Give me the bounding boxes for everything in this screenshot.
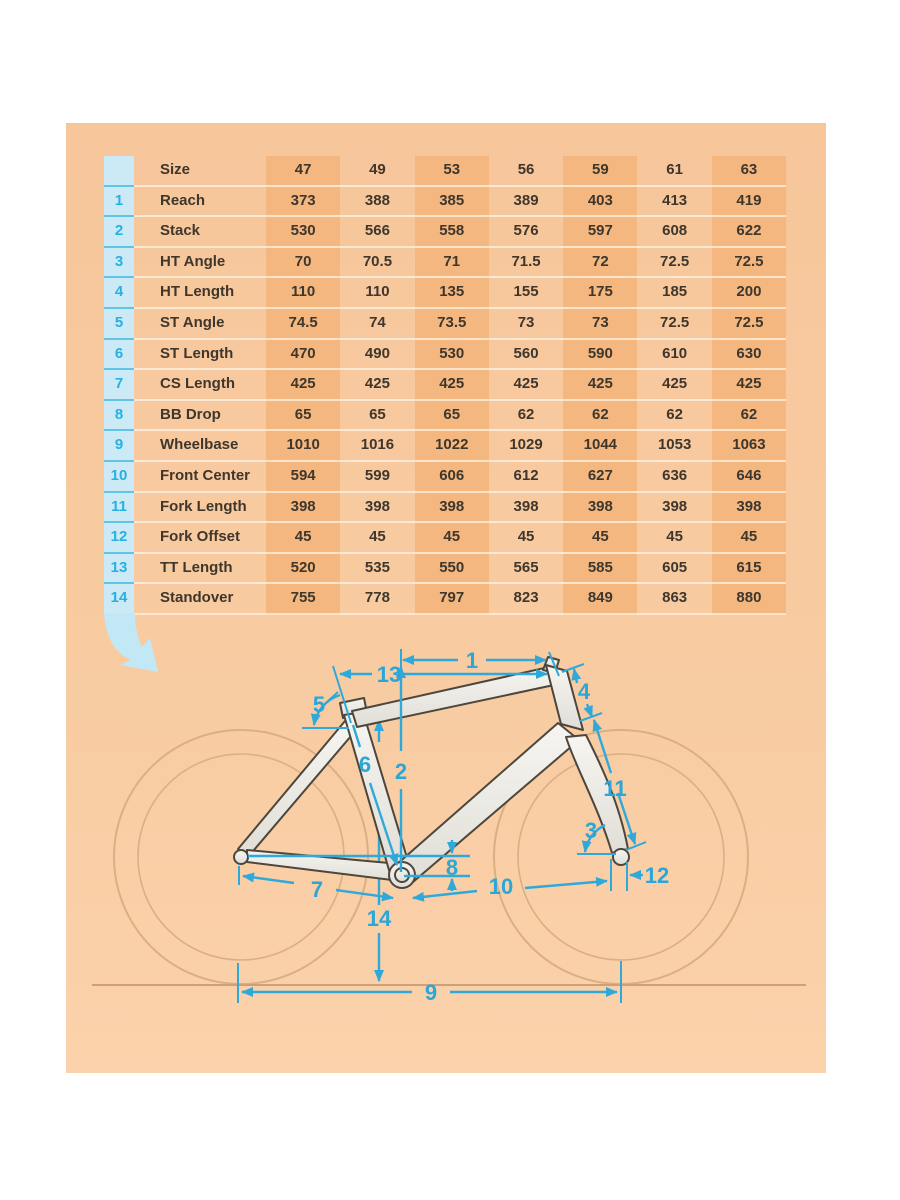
table-row <box>104 401 786 432</box>
metric-label: CS Length <box>134 370 266 401</box>
value-cell: 45 <box>637 523 711 554</box>
table-row <box>104 309 786 340</box>
value-cell: 71.5 <box>489 248 563 279</box>
row-number: 14 <box>104 584 134 615</box>
dimension-9-wheelbase <box>238 961 621 1005</box>
dim-label-6: 6 <box>358 752 372 777</box>
value-cell: 565 <box>489 554 563 585</box>
value-cell: 73.5 <box>415 309 489 340</box>
geometry-panel <box>66 123 826 1073</box>
value-cell: 1016 <box>340 431 414 462</box>
frame-geometry-diagram <box>66 601 826 1074</box>
value-cell: 71 <box>415 248 489 279</box>
value-cell: 1022 <box>415 431 489 462</box>
value-cell: 608 <box>637 217 711 248</box>
value-cell: 576 <box>489 217 563 248</box>
value-cell: 398 <box>266 493 340 524</box>
metric-label: Fork Length <box>134 493 266 524</box>
table-row <box>104 248 786 279</box>
value-cell: 778 <box>340 584 414 615</box>
dim-label-1: 1 <box>465 648 479 673</box>
value-cell: 398 <box>712 493 786 524</box>
table-header-row <box>104 156 786 187</box>
table-row <box>104 278 786 309</box>
value-cell: 45 <box>340 523 414 554</box>
table-row <box>104 523 786 554</box>
value-cell: 61 <box>637 156 711 187</box>
dim-label-13: 13 <box>376 662 402 687</box>
row-number: 10 <box>104 462 134 493</box>
value-cell: 110 <box>340 278 414 309</box>
value-cell: 590 <box>563 340 637 371</box>
value-cell: 65 <box>415 401 489 432</box>
metric-label: Front Center <box>134 462 266 493</box>
value-cell: 863 <box>637 584 711 615</box>
value-cell: 74.5 <box>266 309 340 340</box>
value-cell: 585 <box>563 554 637 585</box>
value-cell: 45 <box>489 523 563 554</box>
value-cell: 398 <box>637 493 711 524</box>
value-cell: 520 <box>266 554 340 585</box>
table-row <box>104 187 786 218</box>
value-cell: 47 <box>266 156 340 187</box>
dim-label-2: 2 <box>394 759 408 784</box>
value-cell: 185 <box>637 278 711 309</box>
value-cell: 594 <box>266 462 340 493</box>
value-cell: 550 <box>415 554 489 585</box>
value-cell: 566 <box>340 217 414 248</box>
value-cell: 1063 <box>712 431 786 462</box>
row-number: 8 <box>104 401 134 432</box>
table-row <box>104 217 786 248</box>
metric-label: Standover <box>134 584 266 615</box>
value-cell: 175 <box>563 278 637 309</box>
value-cell: 72.5 <box>637 248 711 279</box>
seat-stay <box>238 721 357 857</box>
metric-label: BB Drop <box>134 401 266 432</box>
value-cell: 398 <box>415 493 489 524</box>
metric-label: ST Length <box>134 340 266 371</box>
value-cell: 823 <box>489 584 563 615</box>
value-cell: 1029 <box>489 431 563 462</box>
value-cell: 70.5 <box>340 248 414 279</box>
row-number: 6 <box>104 340 134 371</box>
row-number: 12 <box>104 523 134 554</box>
value-cell: 385 <box>415 187 489 218</box>
value-cell: 425 <box>266 370 340 401</box>
value-cell: 797 <box>415 584 489 615</box>
value-cell: 627 <box>563 462 637 493</box>
dim-label-12: 12 <box>644 863 670 888</box>
row-number: 1 <box>104 187 134 218</box>
row-number <box>104 156 134 187</box>
value-cell: 1053 <box>637 431 711 462</box>
value-cell: 425 <box>637 370 711 401</box>
value-cell: 398 <box>489 493 563 524</box>
table-row <box>104 493 786 524</box>
value-cell: 62 <box>563 401 637 432</box>
value-cell: 403 <box>563 187 637 218</box>
table-row <box>104 370 786 401</box>
value-cell: 63 <box>712 156 786 187</box>
value-cell: 849 <box>563 584 637 615</box>
value-cell: 530 <box>266 217 340 248</box>
value-cell: 373 <box>266 187 340 218</box>
value-cell: 56 <box>489 156 563 187</box>
value-cell: 45 <box>563 523 637 554</box>
dimension-6-st-length <box>353 725 397 865</box>
value-cell: 65 <box>266 401 340 432</box>
value-cell: 419 <box>712 187 786 218</box>
value-cell: 535 <box>340 554 414 585</box>
value-cell: 646 <box>712 462 786 493</box>
value-cell: 389 <box>489 187 563 218</box>
metric-label: HT Angle <box>134 248 266 279</box>
dim-label-11: 11 <box>603 776 627 801</box>
row-number: 13 <box>104 554 134 585</box>
value-cell: 72.5 <box>637 309 711 340</box>
row-number: 11 <box>104 493 134 524</box>
metric-label: Fork Offset <box>134 523 266 554</box>
value-cell: 72.5 <box>712 309 786 340</box>
value-cell: 53 <box>415 156 489 187</box>
value-cell: 110 <box>266 278 340 309</box>
value-cell: 530 <box>415 340 489 371</box>
value-cell: 425 <box>415 370 489 401</box>
value-cell: 72 <box>563 248 637 279</box>
value-cell: 470 <box>266 340 340 371</box>
value-cell: 1010 <box>266 431 340 462</box>
row-number: 9 <box>104 431 134 462</box>
metric-label: Size <box>134 156 266 187</box>
value-cell: 612 <box>489 462 563 493</box>
value-cell: 636 <box>637 462 711 493</box>
table-row <box>104 340 786 371</box>
value-cell: 597 <box>563 217 637 248</box>
value-cell: 560 <box>489 340 563 371</box>
value-cell: 62 <box>489 401 563 432</box>
dim-label-4: 4 <box>577 679 591 704</box>
chain-stay <box>247 850 400 881</box>
dim-label-14: 14 <box>366 906 392 931</box>
value-cell: 425 <box>712 370 786 401</box>
value-cell: 200 <box>712 278 786 309</box>
rear-dropout <box>234 850 248 864</box>
dim-label-10: 10 <box>488 874 514 899</box>
row-number: 5 <box>104 309 134 340</box>
dim-label-7: 7 <box>310 877 324 902</box>
value-cell: 413 <box>637 187 711 218</box>
value-cell: 605 <box>637 554 711 585</box>
value-cell: 72.5 <box>712 248 786 279</box>
value-cell: 73 <box>563 309 637 340</box>
row-number: 2 <box>104 217 134 248</box>
value-cell: 610 <box>637 340 711 371</box>
value-cell: 388 <box>340 187 414 218</box>
value-cell: 606 <box>415 462 489 493</box>
row-number: 4 <box>104 278 134 309</box>
value-cell: 630 <box>712 340 786 371</box>
value-cell: 73 <box>489 309 563 340</box>
metric-label: TT Length <box>134 554 266 585</box>
value-cell: 45 <box>415 523 489 554</box>
metric-label: ST Angle <box>134 309 266 340</box>
geometry-table <box>104 156 786 615</box>
value-cell: 62 <box>712 401 786 432</box>
value-cell: 65 <box>340 401 414 432</box>
value-cell: 1044 <box>563 431 637 462</box>
value-cell: 558 <box>415 217 489 248</box>
row-number: 7 <box>104 370 134 401</box>
value-cell: 622 <box>712 217 786 248</box>
value-cell: 755 <box>266 584 340 615</box>
value-cell: 615 <box>712 554 786 585</box>
table-row <box>104 431 786 462</box>
dim-label-5: 5 <box>312 692 326 717</box>
dim-label-3: 3 <box>584 818 598 843</box>
value-cell: 59 <box>563 156 637 187</box>
dim-label-9: 9 <box>424 980 438 1005</box>
value-cell: 62 <box>637 401 711 432</box>
value-cell: 425 <box>489 370 563 401</box>
dimension-10-front-center <box>413 874 607 899</box>
value-cell: 45 <box>266 523 340 554</box>
value-cell: 49 <box>340 156 414 187</box>
value-cell: 155 <box>489 278 563 309</box>
table-to-diagram-arrow <box>104 613 158 672</box>
value-cell: 425 <box>340 370 414 401</box>
dim-label-8: 8 <box>445 855 459 880</box>
table-row <box>104 554 786 585</box>
value-cell: 425 <box>563 370 637 401</box>
value-cell: 70 <box>266 248 340 279</box>
value-cell: 880 <box>712 584 786 615</box>
value-cell: 599 <box>340 462 414 493</box>
metric-label: Stack <box>134 217 266 248</box>
metric-label: Wheelbase <box>134 431 266 462</box>
metric-label: Reach <box>134 187 266 218</box>
down-tube <box>396 723 579 882</box>
value-cell: 74 <box>340 309 414 340</box>
table-row <box>104 462 786 493</box>
value-cell: 490 <box>340 340 414 371</box>
value-cell: 398 <box>340 493 414 524</box>
value-cell: 398 <box>563 493 637 524</box>
metric-label: HT Length <box>134 278 266 309</box>
bike-frame <box>234 657 629 888</box>
value-cell: 45 <box>712 523 786 554</box>
value-cell: 135 <box>415 278 489 309</box>
row-number: 3 <box>104 248 134 279</box>
